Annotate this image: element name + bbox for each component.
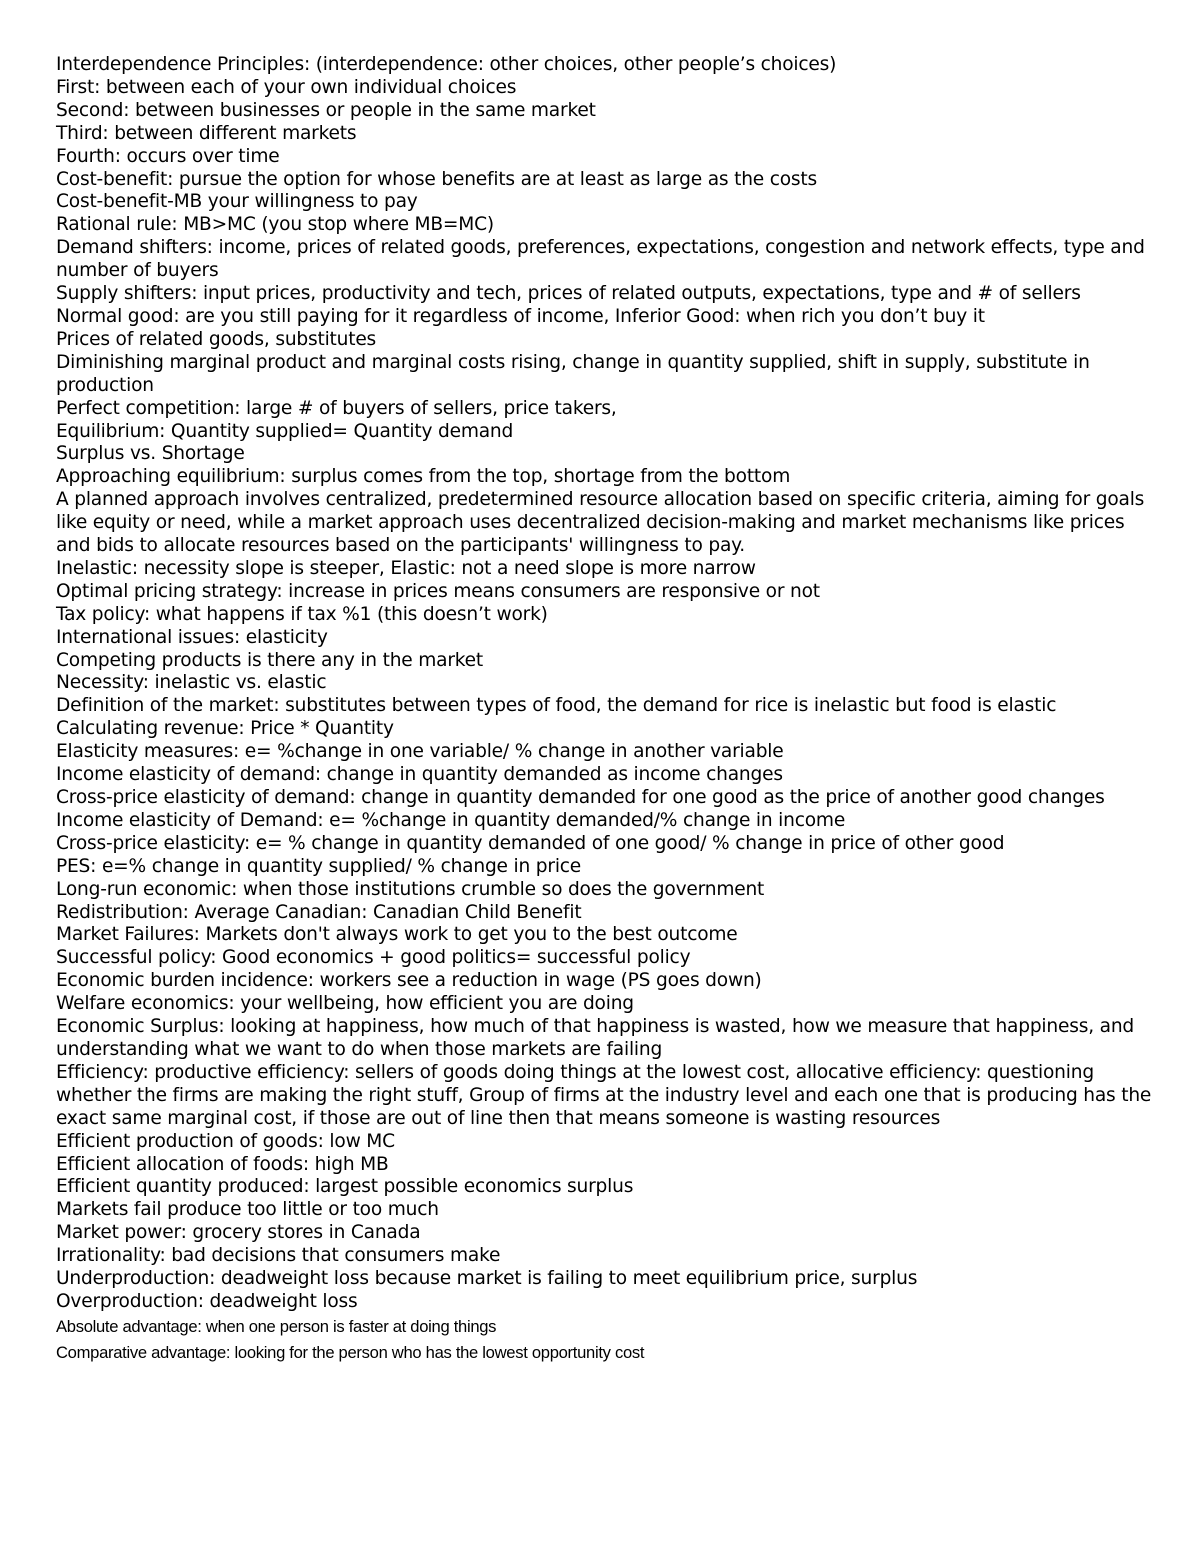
text-line: Irrationality: bad decisions that consumers make — [56, 1245, 501, 1267]
text-line: Normal good: are you still paying for it regardless of income, Inferior Good: when rich you don’t buy it — [56, 305, 985, 327]
text-line: Surplus vs. Shortage — [56, 443, 245, 465]
text-line: Cross-price elasticity: e= % change in quantity demanded of one good/ % change in price of other good — [56, 832, 1005, 854]
text-line: Inelastic: necessity slope is steeper, Elastic: not a need slope is more narrow — [56, 557, 756, 579]
text-line: Income elasticity of Demand: e= %change in quantity demanded/% change in income — [56, 809, 846, 831]
text-line: Markets fail produce too little or too much — [56, 1199, 439, 1221]
text-line: Rational rule: MB>MC (you stop where MB=MC) — [56, 214, 494, 236]
text-line: Definition of the market: substitutes between types of food, the demand for rice is inelastic but food is elastic — [56, 695, 1057, 717]
text-line: Successful policy: Good economics + good politics= successful policy — [56, 947, 691, 969]
text-line: Second: between businesses or people in the same market — [56, 99, 596, 121]
text-line: Calculating revenue: Price * Quantity — [56, 718, 394, 740]
text-line: Approaching equilibrium: surplus comes from the top, shortage from the bottom — [56, 466, 791, 488]
text-line: A planned approach involves centralized, predetermined resource allocation based on specific criteria, aiming for goals like equity or need, while a market approach uses decentralized decision-making and market mechanisms like prices and bids to allocate resources based on the participants' willingness to pay. — [56, 489, 1145, 557]
text-line: Efficiency: productive efficiency: sellers of goods doing things at the lowest cost, allocative efficiency: questioning whether the firms are making the right stuff, Group of firms at the industry level and each one that is producing has the exact same marginal cost, if those are out of line then that means someone is wasting resources — [56, 1061, 1152, 1129]
text-line: First: between each of your own individual choices — [56, 76, 517, 98]
text-line: Market power: grocery stores in Canada — [56, 1222, 421, 1244]
text-line: International issues: elasticity — [56, 626, 328, 648]
text-line: Efficient production of goods: low MC — [56, 1130, 395, 1152]
text-line: Demand shifters: income, prices of related goods, preferences, expectations, congestion and network effects, type and number of buyers — [56, 237, 1145, 282]
text-line: Prices of related goods, substitutes — [56, 328, 377, 350]
text-line: Welfare economics: your wellbeing, how efficient you are doing — [56, 993, 634, 1015]
text-line: Tax policy: what happens if tax %1 (this doesn’t work) — [56, 603, 548, 625]
text-line: Market Failures: Markets don't always work to get you to the best outcome — [56, 924, 738, 946]
text-line: Economic burden incidence: workers see a reduction in wage (PS goes down) — [56, 970, 762, 992]
text-line: Income elasticity of demand: change in quantity demanded as income changes — [56, 764, 783, 786]
text-line: Competing products is there any in the market — [56, 649, 484, 671]
text-line: Equilibrium: Quantity supplied= Quantity demand — [56, 420, 514, 442]
text-line: Interdependence Principles: (interdependence: other choices, other people’s choices) — [56, 54, 837, 75]
text-line: Underproduction: deadweight loss because market is failing to meet equilibrium price, surplus — [56, 1268, 918, 1290]
text-line: Redistribution: Average Canadian: Canadian Child Benefit — [56, 901, 582, 923]
text-line: Elasticity measures: e= %change in one variable/ % change in another variable — [56, 741, 784, 763]
text-line: Fourth: occurs over time — [56, 145, 280, 167]
text-line: Diminishing marginal product and marginal costs rising, change in quantity supplied, shift in supply, substitute in production — [56, 351, 1090, 396]
text-line: Third: between different markets — [56, 122, 357, 144]
text-line: Efficient allocation of foods: high MB — [56, 1153, 389, 1175]
text-line: Cost-benefit-MB your willingness to pay — [56, 191, 418, 213]
text-line: Long-run economic: when those institutions crumble so does the government — [56, 878, 765, 900]
text-line: Efficient quantity produced: largest possible economics surplus — [56, 1176, 634, 1198]
text-line: Optimal pricing strategy: increase in prices means consumers are responsive or not — [56, 580, 820, 602]
text-line: Perfect competition: large # of buyers of sellers, price takers, — [56, 397, 617, 419]
text-line: PES: e=% change in quantity supplied/ % change in price — [56, 855, 582, 877]
text-line: Supply shifters: input prices, productivity and tech, prices of related outputs, expectations, type and # of sellers — [56, 283, 1081, 305]
text-line-small: Absolute advantage: when one person is faster at doing things — [56, 1316, 497, 1336]
text-line: Necessity: inelastic vs. elastic — [56, 672, 327, 694]
document-page — [56, 54, 1156, 1366]
text-line: Overproduction: deadweight loss — [56, 1290, 358, 1312]
text-line-small: Comparative advantage: looking for the person who has the lowest opportunity cost — [56, 1342, 645, 1362]
text-line: Cross-price elasticity of demand: change in quantity demanded for one good as the price of another good changes — [56, 787, 1105, 808]
text-line: Economic Surplus: looking at happiness, how much of that happiness is wasted, how we measure that happiness, and understanding what we want to do when those markets are failing — [56, 1016, 1134, 1060]
text-line: Cost-benefit: pursue the option for whose benefits are at least as large as the costs — [56, 168, 817, 190]
